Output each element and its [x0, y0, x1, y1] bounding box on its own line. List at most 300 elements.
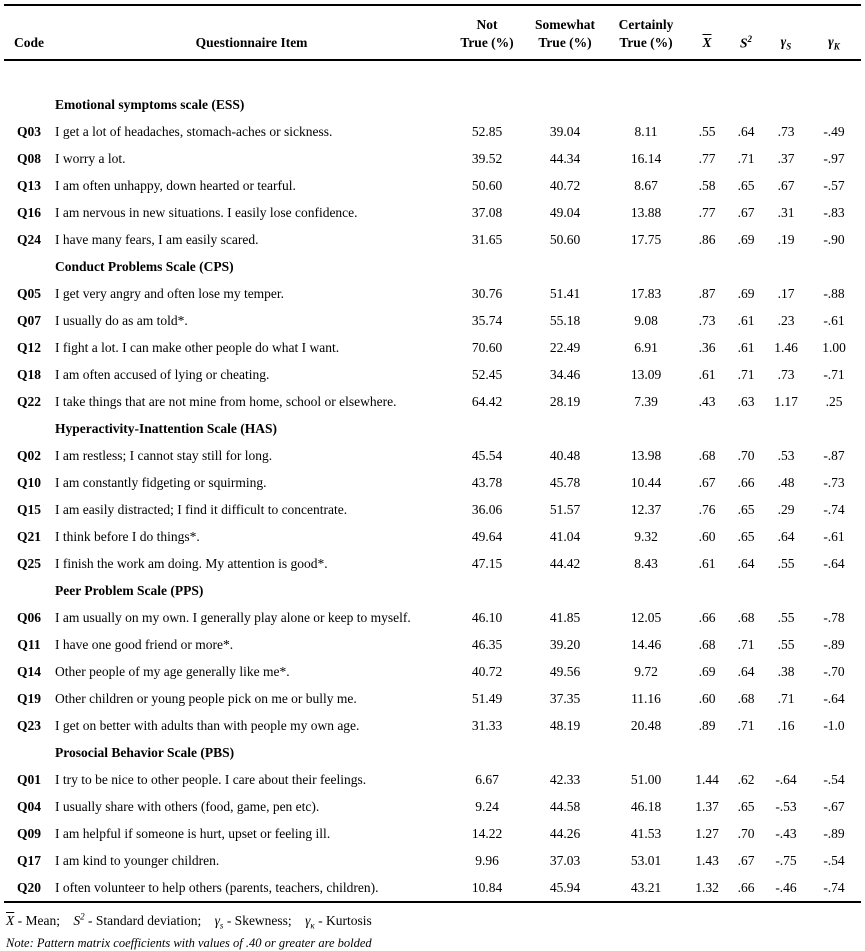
mean-value: .89 — [698, 717, 716, 733]
spacer-cell — [4, 60, 861, 91]
item-text: I have one good friend or more*. — [55, 636, 234, 652]
legend — [6, 910, 861, 932]
legend-kurtosis-symbol: γ — [305, 912, 311, 928]
somewhat-true-value: 51.57 — [549, 501, 581, 517]
item-row — [4, 820, 861, 847]
certainly-true-value: 13.88 — [630, 204, 662, 220]
variance-value: .68 — [737, 609, 755, 625]
variance-value: .61 — [737, 339, 755, 355]
variance-value: .67 — [737, 204, 755, 220]
skewness-value: 1.46 — [774, 339, 798, 355]
variance-value: .71 — [737, 150, 755, 166]
mean-value: 1.37 — [695, 798, 719, 814]
section-title: Conduct Problems Scale (CPS) — [55, 258, 234, 274]
skewness-value: .64 — [777, 528, 795, 544]
item-row — [4, 307, 861, 334]
item-text: I usually do as am told*. — [55, 312, 188, 328]
certainly-true-value: 10.44 — [630, 474, 662, 490]
col-header-somewhat-true-line2: True (%) — [538, 35, 592, 51]
item-row — [4, 334, 861, 361]
mean-value: .66 — [698, 609, 716, 625]
section-code-spacer — [4, 739, 54, 766]
item-code: Q25 — [16, 555, 41, 571]
variance-value: .64 — [737, 555, 755, 571]
kurtosis-value: -.97 — [823, 150, 845, 166]
variance-exponent: 2 — [747, 33, 752, 44]
variance-value: .65 — [737, 528, 755, 544]
item-row — [4, 793, 861, 820]
item-row — [4, 874, 861, 902]
mean-value: 1.32 — [687, 874, 727, 902]
variance-value: .69 — [737, 285, 755, 301]
somewhat-true-value: 39.20 — [549, 636, 581, 652]
item-row — [4, 550, 861, 577]
not-true-value: 47.15 — [471, 555, 503, 571]
somewhat-true-value: 44.26 — [549, 825, 581, 841]
legend-sd — [73, 913, 201, 928]
not-true-value: 14.22 — [471, 825, 503, 841]
somewhat-true-value: 37.35 — [549, 690, 581, 706]
section-header-row — [4, 739, 861, 766]
certainly-true-value: 51.00 — [630, 771, 662, 787]
item-code: Q12 — [16, 339, 41, 355]
kurtosis-value: -.71 — [823, 366, 845, 382]
skewness-value: .17 — [777, 285, 795, 301]
item-text: I try to be nice to other people. I care about their feelings. — [55, 771, 367, 787]
skewness-value: .23 — [777, 312, 795, 328]
certainly-true-value: 41.53 — [630, 825, 662, 841]
variance-value: .70 — [737, 447, 755, 463]
skewness-value: .53 — [777, 447, 795, 463]
col-header-certainly-true-line1: Certainly — [618, 17, 674, 32]
not-true-value: 50.60 — [471, 177, 503, 193]
kurtosis-value: -.88 — [823, 285, 845, 301]
skewness-value: .55 — [777, 609, 795, 625]
mean-value: .77 — [698, 150, 716, 166]
kurtosis-value: -.67 — [823, 798, 845, 814]
somewhat-true-value: 50.60 — [549, 231, 581, 247]
header-row — [4, 5, 861, 60]
legend-skewness-symbol: γ — [214, 912, 220, 928]
not-true-value: 52.85 — [471, 123, 503, 139]
kurtosis-value: -.54 — [823, 852, 845, 868]
not-true-value: 43.78 — [471, 474, 503, 490]
section-header-row — [4, 253, 861, 280]
variance-value: .62 — [737, 771, 755, 787]
kurtosis-value: -.49 — [823, 123, 845, 139]
mean-value: .73 — [698, 312, 716, 328]
section-title: Prosocial Behavior Scale (PBS) — [55, 744, 235, 760]
legend-kurtosis-label: - Kurtosis — [314, 912, 372, 928]
mean-value: .58 — [698, 177, 716, 193]
skewness-value: -.46 — [765, 874, 807, 902]
somewhat-true-value: 28.19 — [549, 393, 581, 409]
item-code: Q15 — [16, 501, 41, 517]
item-code: Q03 — [16, 123, 41, 139]
variance-value: .65 — [737, 798, 755, 814]
skewness-value: -.64 — [775, 771, 797, 787]
kurtosis-value: -.54 — [823, 771, 845, 787]
item-row — [4, 604, 861, 631]
certainly-true-value: 11.16 — [631, 690, 661, 706]
item-code: Q13 — [16, 177, 41, 193]
item-text: I worry a lot. — [55, 150, 126, 166]
certainly-true-value: 8.11 — [634, 123, 658, 139]
mean-value: .86 — [698, 231, 716, 247]
skewness-value: .48 — [777, 474, 795, 490]
item-row — [4, 145, 861, 172]
col-header-certainly-true-line2: True (%) — [619, 35, 673, 51]
section-code-spacer — [4, 253, 54, 280]
not-true-value: 37.08 — [471, 204, 503, 220]
item-row — [4, 496, 861, 523]
skewness-value: .31 — [777, 204, 795, 220]
somewhat-true-value: 42.33 — [549, 771, 581, 787]
variance-value: .68 — [737, 690, 755, 706]
certainly-true-value: 9.08 — [634, 312, 658, 328]
item-text: I am restless; I cannot stay still for long. — [55, 447, 273, 463]
item-code: Q02 — [16, 447, 41, 463]
item-text: I get very angry and often lose my temper. — [55, 285, 285, 301]
skewness-value: -.53 — [775, 798, 797, 814]
kurtosis-value: -.74 — [823, 501, 845, 517]
kurtosis-value: -.89 — [823, 636, 845, 652]
item-row — [4, 118, 861, 145]
kurtosis-value: 1.00 — [822, 339, 846, 355]
skewness-value: .29 — [777, 501, 795, 517]
not-true-value: 70.60 — [471, 339, 503, 355]
item-code: Q19 — [16, 690, 41, 706]
item-text: I am easily distracted; I find it difficult to concentrate. — [55, 501, 348, 517]
somewhat-true-value: 44.34 — [549, 150, 581, 166]
variance-value: .69 — [737, 231, 755, 247]
item-row — [4, 631, 861, 658]
variance-value: .63 — [737, 393, 755, 409]
item-text: I get on better with adults than with people my own age. — [55, 717, 360, 733]
section-header-row — [4, 91, 861, 118]
certainly-true-value: 13.09 — [630, 366, 662, 382]
kurtosis-value: -.83 — [823, 204, 845, 220]
item-row — [4, 658, 861, 685]
legend-sd-symbol: S — [73, 912, 81, 928]
certainly-true-value: 13.98 — [630, 447, 662, 463]
item-row — [4, 172, 861, 199]
item-text: I am usually on my own. I generally play alone or keep to myself. — [55, 609, 411, 625]
certainly-true-value: 12.05 — [630, 609, 662, 625]
skewness-value: .38 — [777, 663, 795, 679]
skewness-symbol: γ — [780, 33, 787, 49]
skewness-value: .37 — [777, 150, 795, 166]
skewness-value: -.43 — [775, 825, 797, 841]
item-code: Q23 — [16, 717, 41, 733]
item-text: I am nervous in new situations. I easily lose confidence. — [55, 204, 358, 220]
variance-value: .71 — [737, 717, 755, 733]
variance-value: .71 — [737, 636, 755, 652]
section-code-spacer — [4, 577, 54, 604]
variance-value: .65 — [737, 177, 755, 193]
skewness-value: .73 — [777, 366, 795, 382]
item-text: I fight a lot. I can make other people do what I want. — [55, 339, 340, 355]
variance-value: .70 — [737, 825, 755, 841]
somewhat-true-value: 49.04 — [549, 204, 581, 220]
somewhat-true-value: 51.41 — [549, 285, 581, 301]
not-true-value: 46.10 — [471, 609, 503, 625]
item-code: Q11 — [17, 636, 41, 652]
not-true-value: 9.24 — [475, 798, 499, 814]
kurtosis-value: -.61 — [823, 312, 845, 328]
variance-value: .65 — [737, 501, 755, 517]
item-row — [4, 226, 861, 253]
item-row — [4, 712, 861, 739]
col-header-somewhat-true-line1: Somewhat — [535, 17, 595, 32]
not-true-value: 49.64 — [471, 528, 503, 544]
mean-value: .61 — [698, 366, 716, 382]
mean-value: 1.44 — [695, 771, 719, 787]
item-code: Q21 — [16, 528, 41, 544]
note-text: Note: Pattern matrix coefficients with values of .40 or greater are bolded — [6, 936, 372, 951]
col-header-not-true-line1: Not — [476, 17, 498, 32]
col-header-certainly-true — [605, 5, 687, 60]
item-code: Q09 — [16, 825, 41, 841]
item-text: I am often unhappy, down hearted or tearful. — [55, 177, 296, 193]
not-true-value: 35.74 — [471, 312, 503, 328]
mean-value: .60 — [698, 528, 716, 544]
item-text: I get a lot of headaches, stomach-aches or sickness. — [55, 123, 333, 139]
kurtosis-value: -.64 — [823, 555, 845, 571]
legend-mean-label: - Mean; — [14, 912, 60, 928]
legend-skewness — [214, 912, 292, 931]
item-code: Q14 — [16, 663, 41, 679]
mean-value: .68 — [698, 447, 716, 463]
certainly-true-value: 17.83 — [630, 285, 662, 301]
variance-value: .66 — [737, 474, 755, 490]
item-code: Q17 — [16, 852, 41, 868]
skewness-value: .55 — [777, 555, 795, 571]
certainly-true-value: 14.46 — [630, 636, 662, 652]
item-code: Q05 — [16, 285, 41, 301]
item-row — [4, 847, 861, 874]
section-code-spacer — [4, 415, 54, 442]
item-text: Other people of my age generally like me*. — [55, 663, 290, 679]
somewhat-true-value: 41.04 — [549, 528, 581, 544]
mean-value: .61 — [698, 555, 716, 571]
kurtosis-value: -.89 — [823, 825, 845, 841]
item-code: Q01 — [16, 771, 41, 787]
certainly-true-value: 8.43 — [634, 555, 658, 571]
section-title: Peer Problem Scale (PPS) — [55, 582, 204, 598]
skewness-value: .73 — [777, 123, 795, 139]
table-body — [4, 60, 861, 902]
legend-sd-exponent: 2 — [80, 911, 85, 922]
somewhat-true-value: 22.49 — [549, 339, 581, 355]
not-true-value: 64.42 — [471, 393, 503, 409]
somewhat-true-value: 40.72 — [549, 177, 581, 193]
item-text: I am kind to younger children. — [55, 852, 220, 868]
mean-value: 1.43 — [695, 852, 719, 868]
mean-value: .67 — [698, 474, 716, 490]
item-text: I am helpful if someone is hurt, upset or feeling ill. — [55, 825, 331, 841]
skewness-value: .67 — [777, 177, 795, 193]
mean-value: .68 — [698, 636, 716, 652]
variance-symbol: S — [739, 35, 748, 51]
certainly-true-value: 9.32 — [634, 528, 658, 544]
section-code-spacer — [4, 91, 54, 118]
somewhat-true-value: 34.46 — [549, 366, 581, 382]
somewhat-true-value: 45.78 — [549, 474, 581, 490]
section-title: Emotional symptoms scale (ESS) — [55, 96, 245, 112]
certainly-true-value: 53.01 — [630, 852, 662, 868]
kurtosis-value: -.64 — [823, 690, 845, 706]
legend-skewness-subscript: s — [219, 920, 224, 931]
table-header — [4, 5, 861, 60]
col-header-not-true-line2: True (%) — [460, 35, 514, 51]
skewness-value: 1.17 — [774, 393, 798, 409]
item-text: I take things that are not mine from home, school or elsewhere. — [55, 393, 397, 409]
col-header-mean — [687, 5, 727, 60]
certainly-true-value: 9.72 — [634, 663, 658, 679]
skewness-value: .71 — [777, 690, 795, 706]
certainly-true-value: 6.91 — [634, 339, 658, 355]
col-header-item: Questionnaire Item — [54, 5, 449, 60]
certainly-true-value: 43.21 — [605, 874, 687, 902]
not-true-value: 52.45 — [471, 366, 503, 382]
skewness-subscript: S — [786, 41, 792, 52]
mean-value: .87 — [698, 285, 716, 301]
somewhat-true-value: 44.42 — [549, 555, 581, 571]
item-row — [4, 280, 861, 307]
somewhat-true-value: 44.58 — [549, 798, 581, 814]
mean-value: .60 — [698, 690, 716, 706]
questionnaire-descriptives-table — [4, 4, 861, 903]
not-true-value: 10.84 — [449, 874, 525, 902]
col-header-not-true — [449, 5, 525, 60]
section-header-row — [4, 415, 861, 442]
item-code: Q06 — [16, 609, 41, 625]
not-true-value: 40.72 — [471, 663, 503, 679]
kurtosis-value: -1.0 — [823, 717, 845, 733]
mean-value: .77 — [698, 204, 716, 220]
kurtosis-value: -.70 — [823, 663, 845, 679]
somewhat-true-value: 39.04 — [549, 123, 581, 139]
item-text: I am often accused of lying or cheating. — [55, 366, 270, 382]
variance-value: .64 — [737, 663, 755, 679]
item-text: I finish the work am doing. My attention is good*. — [55, 555, 328, 571]
skewness-value: -.75 — [775, 852, 797, 868]
not-true-value: 6.67 — [475, 771, 499, 787]
item-code: Q08 — [16, 150, 41, 166]
kurtosis-value: -.57 — [823, 177, 845, 193]
item-text: I often volunteer to help others (parents, teachers, children). — [54, 874, 449, 902]
somewhat-true-value: 45.94 — [525, 874, 605, 902]
mean-value: .36 — [698, 339, 716, 355]
item-code: Q07 — [16, 312, 41, 328]
item-text: I think before I do things*. — [55, 528, 200, 544]
certainly-true-value: 20.48 — [630, 717, 662, 733]
certainly-true-value: 17.75 — [630, 231, 662, 247]
skewness-value: .55 — [777, 636, 795, 652]
col-header-somewhat-true — [525, 5, 605, 60]
not-true-value: 51.49 — [471, 690, 503, 706]
somewhat-true-value: 55.18 — [549, 312, 581, 328]
not-true-value: 31.65 — [471, 231, 503, 247]
mean-value: .69 — [698, 663, 716, 679]
mean-value: .43 — [698, 393, 716, 409]
kurtosis-value: -.74 — [807, 874, 861, 902]
kurtosis-value: -.73 — [823, 474, 845, 490]
certainly-true-value: 16.14 — [630, 150, 662, 166]
section-header-row — [4, 577, 861, 604]
variance-value: .64 — [737, 123, 755, 139]
kurtosis-value: -.87 — [823, 447, 845, 463]
certainly-true-value: 7.39 — [634, 393, 658, 409]
somewhat-true-value: 48.19 — [549, 717, 581, 733]
spacer-row — [4, 60, 861, 91]
somewhat-true-value: 40.48 — [549, 447, 581, 463]
legend-mean-symbol: $\overline{X}$ — [6, 912, 15, 928]
item-code: Q10 — [16, 474, 41, 490]
not-true-value: 30.76 — [471, 285, 503, 301]
not-true-value: 46.35 — [471, 636, 503, 652]
item-code: Q16 — [16, 204, 41, 220]
item-row — [4, 469, 861, 496]
mean-value: 1.27 — [695, 825, 719, 841]
item-code: Q04 — [16, 798, 41, 814]
legend-kurtosis — [305, 912, 372, 931]
not-true-value: 9.96 — [475, 852, 499, 868]
legend-sd-label: - Standard deviation; — [84, 912, 202, 928]
item-code: Q18 — [16, 366, 41, 382]
mean-value: .76 — [698, 501, 716, 517]
kurtosis-value: .25 — [825, 393, 843, 409]
certainly-true-value: 8.67 — [634, 177, 658, 193]
variance-value: .71 — [737, 366, 755, 382]
col-header-variance — [727, 5, 765, 60]
certainly-true-value: 12.37 — [630, 501, 662, 517]
certainly-true-value: 46.18 — [630, 798, 662, 814]
item-text: I have many fears, I am easily scared. — [55, 231, 259, 247]
kurtosis-subscript: K — [833, 41, 840, 52]
section-title: Hyperactivity-Inattention Scale (HAS) — [55, 420, 277, 436]
item-text: I am constantly fidgeting or squirming. — [55, 474, 267, 490]
variance-value: .61 — [737, 312, 755, 328]
mean-symbol: $\overline{X}$ — [702, 35, 712, 51]
skewness-value: .16 — [777, 717, 795, 733]
kurtosis-symbol: γ — [828, 33, 834, 49]
somewhat-true-value: 49.56 — [549, 663, 581, 679]
not-true-value: 36.06 — [471, 501, 503, 517]
legend-skewness-label: - Skewness; — [223, 912, 292, 928]
somewhat-true-value: 41.85 — [549, 609, 581, 625]
mean-value: .55 — [698, 123, 716, 139]
item-row — [4, 361, 861, 388]
kurtosis-value: -.90 — [823, 231, 845, 247]
item-text: Other children or young people pick on me or bully me. — [55, 690, 357, 706]
item-row — [4, 442, 861, 469]
kurtosis-value: -.78 — [823, 609, 845, 625]
col-header-kurtosis — [807, 5, 861, 60]
legend-kurtosis-subscript: κ — [310, 920, 315, 931]
item-code: Q24 — [16, 231, 41, 247]
item-code: Q22 — [16, 393, 41, 409]
item-row — [4, 685, 861, 712]
not-true-value: 45.54 — [471, 447, 503, 463]
item-row — [4, 523, 861, 550]
table-footer — [4, 910, 861, 951]
legend-mean — [6, 913, 60, 928]
variance-value: .67 — [737, 852, 755, 868]
skewness-value: .19 — [777, 231, 795, 247]
item-text: I usually share with others (food, game, pen etc). — [55, 798, 320, 814]
